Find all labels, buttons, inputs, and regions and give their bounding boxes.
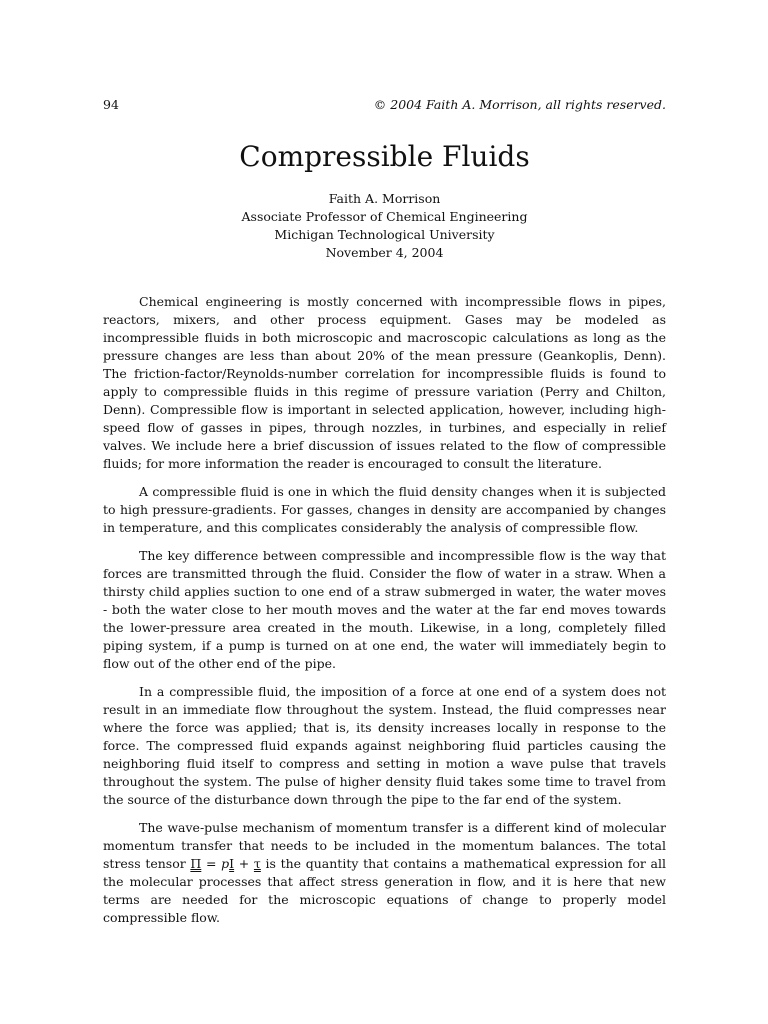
page-number: 94	[103, 97, 119, 112]
copyright-symbol: ©	[373, 97, 387, 112]
paragraph-5	[103, 819, 666, 927]
paragraph-5-rest: is the quantity that contains a mathematical expression for all the molecular processes that affect stress generation in flow, and it is here that new terms are needed for the microscopic equations of change to properly model compressible flow.	[103, 856, 667, 925]
document-date: November 4, 2004	[325, 245, 444, 260]
copyright-notice	[374, 97, 666, 113]
author-name: Faith A. Morrison	[328, 191, 441, 206]
copyright-text: 2004 Faith A. Morrison, all rights reserved.	[390, 97, 666, 112]
extra-stress-symbol: τ	[253, 856, 261, 871]
equals-sign: =	[201, 856, 222, 871]
paragraph-2: A compressible fluid is one in which the fluid density changes when it is subjected to high pressure-gradients. For gasses, changes in density are accompanied by changes in temperature, and this complicates considerably the analysis of compressible flow.	[103, 484, 666, 535]
author-block	[103, 190, 666, 262]
paragraph-5-intro: The wave-pulse mechanism of momentum transfer is a different kind of molecular momentum transfer that needs to be included in the momentum balances. The total stress tensor	[103, 820, 666, 871]
author-institution: Michigan Technological University	[274, 227, 495, 242]
author-position: Associate Professor of Chemical Engineering	[241, 209, 528, 224]
paragraph-1: Chemical engineering is mostly concerned with incompressible flows in pipes, reactors, mixers, and other process equipment. Gases may be modeled as incompressible fluids in both microscopic and macroscopic calculations as long as the pressure changes are less than about 20% of the mean pressure (Geankoplis, Denn). The friction-factor/Reynolds-number correlation for incompressible fluids is found to apply to compressible fluids in this regime of pressure variation (Perry and Chilton, Denn). Compressible flow is important in selected application, however, including high-speed flow of gasses in pipes, through nozzles, in turbines, and especially in relief valves. We include here a brief discussion of issues related to the flow of compressible fluids; for more information the reader is encouraged to consult the literature.	[103, 294, 666, 471]
paragraph-3: The key difference between compressible and incompressible flow is the way that forces are transmitted through the fluid. Consider the flow of water in a straw. When a thirsty child applies suction to one end of a straw submerged in water, the water moves - both the water close to her mouth moves and the water at the far end moves towards the lower-pressure area created in the mouth. Likewise, in a long, completely filled piping system, if a pump is turned on at one end, the water will immediately begin to flow out of the other end of the pipe.	[103, 548, 666, 671]
document-title: Compressible Fluids	[239, 140, 530, 173]
body-text	[103, 293, 666, 937]
pressure-symbol: p	[221, 856, 230, 871]
paragraph-4: In a compressible fluid, the imposition of a force at one end of a system does not result in an immediate flow throughout the system. Instead, the fluid compresses near where the force was applied; that is, its density increases locally in response to the force. The compressed fluid expands against neighboring fluid particles causing the neighboring fluid itself to compress and setting in motion a wave pulse that travels throughout the system. The pulse of higher density fluid takes some time to travel from the source of the disturbance down through the pipe to the far end of the system.	[103, 684, 666, 807]
stress-tensor-symbol: Π	[190, 856, 202, 871]
plus-sign: +	[234, 856, 254, 871]
identity-tensor-symbol: I	[229, 856, 235, 871]
